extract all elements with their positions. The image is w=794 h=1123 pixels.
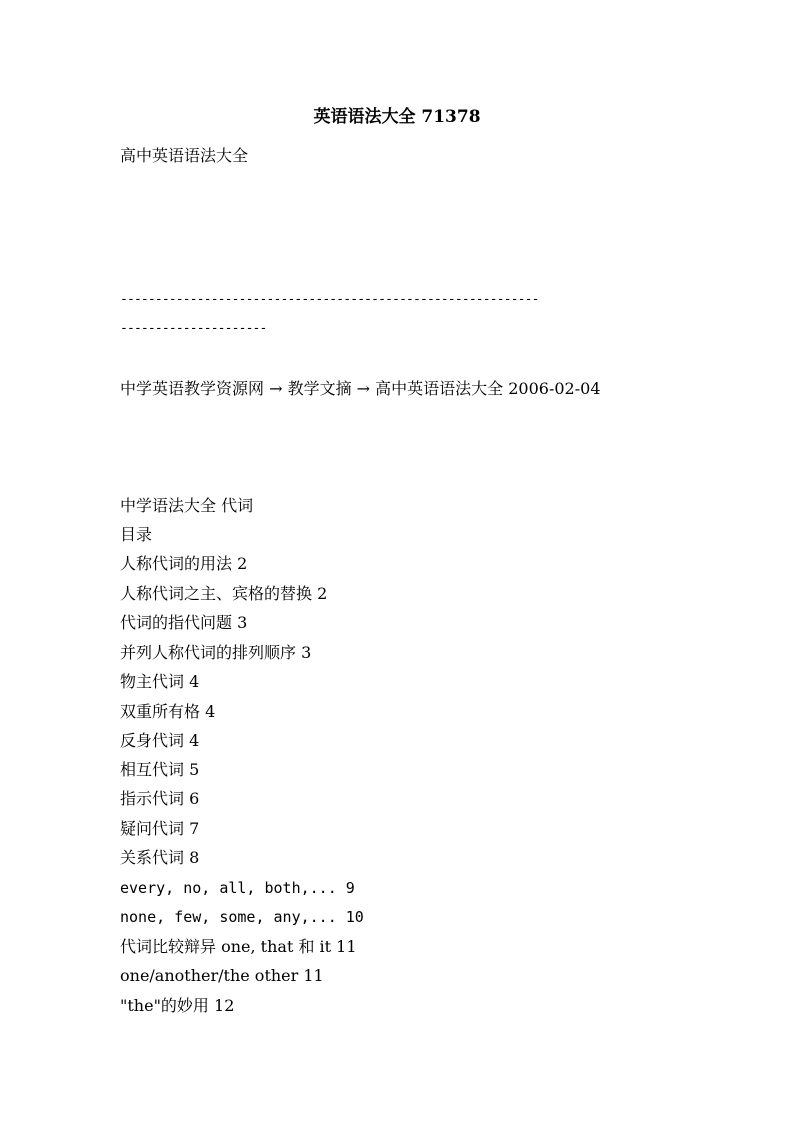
toc-item: none, few, some, any,... 10 — [120, 908, 364, 926]
toc-item: every, no, all, both,... 9 — [120, 879, 355, 897]
toc-item: 关系代词 8 — [120, 848, 200, 867]
document-title: 英语语法大全 71378 — [313, 107, 481, 127]
toc-item: 人称代词之主、宾格的替换 2 — [120, 584, 328, 603]
toc-item: 并列人称代词的排列顺序 3 — [120, 643, 312, 662]
section-heading: 中学语法大全 代词 — [120, 496, 254, 515]
document-subtitle: 高中英语语法大全 — [120, 146, 249, 165]
toc-item: one/another/the other 11 — [120, 966, 324, 985]
toc-item: 物主代词 4 — [120, 672, 200, 691]
toc-item: "the"的妙用 12 — [120, 996, 235, 1015]
toc-item: 反身代词 4 — [120, 731, 200, 750]
divider-rule-continuation: --------------------- — [120, 321, 267, 336]
toc-item: 代词的指代问题 3 — [120, 613, 248, 632]
toc-item: 人称代词的用法 2 — [120, 554, 248, 573]
toc-heading: 目录 — [120, 525, 153, 544]
toc-item: 代词比较辩异 one, that 和 it 11 — [120, 937, 357, 956]
breadcrumb: 中学英语教学资源网 → 教学文摘 → 高中英语语法大全 2006-02-04 — [120, 379, 601, 398]
divider-rule: ------------------------------------------------------------ — [120, 292, 539, 307]
toc-item: 指示代词 6 — [120, 789, 200, 808]
toc-item: 疑问代词 7 — [120, 819, 200, 838]
toc-item: 双重所有格 4 — [120, 702, 216, 721]
toc-item: 相互代词 5 — [120, 760, 200, 779]
